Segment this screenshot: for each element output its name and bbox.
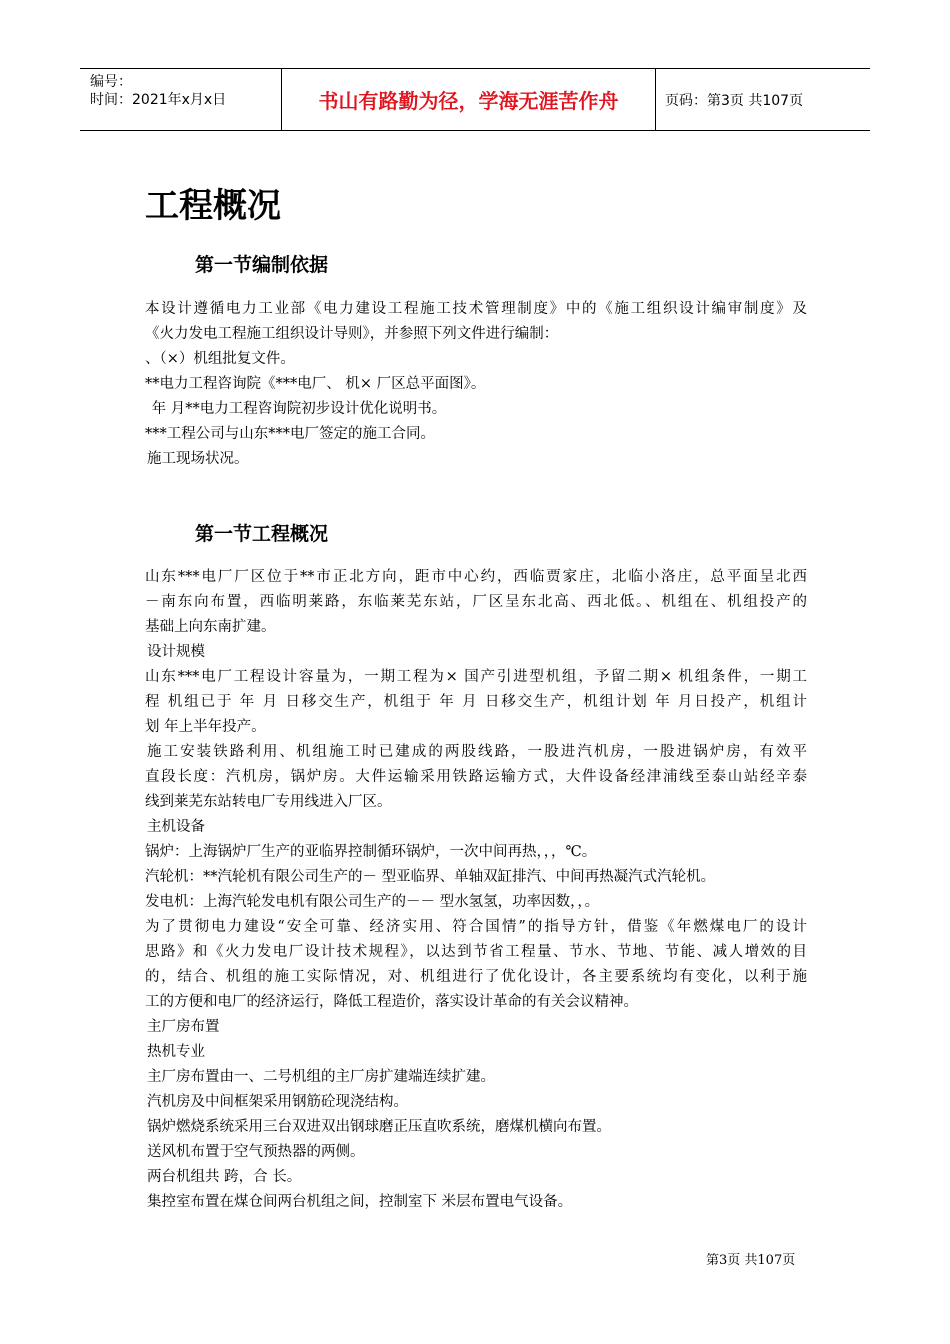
paragraph-line: 划 年上半年投产。 bbox=[145, 719, 266, 735]
paragraph-line: 为了贯彻电力建设“安全可靠、经济实用、符合国情”的指导方针，借鉴《年燃煤电厂的设计 bbox=[145, 919, 807, 935]
header-table bbox=[80, 68, 870, 131]
list-item: 汽机房及中间框架采用钢筋砼现浇结构。 bbox=[147, 1094, 408, 1110]
section2-heading: 第一节工程概况 bbox=[195, 523, 329, 545]
list-item: 锅炉燃烧系统采用三台双进双出钢球磨正压直吹系统，磨煤机横向布置。 bbox=[147, 1119, 611, 1135]
document-date-label: 时间：2021年x月x日 bbox=[90, 92, 227, 108]
paragraph-line: 《火力发电工程施工组织设计导则》，并参照下列文件进行编制： bbox=[145, 326, 559, 342]
paragraph-line: 山东***电厂工程设计容量为，一期工程为× 国产引进型机组，予留二期× 机组条件，一期工 bbox=[145, 669, 807, 685]
section1-body bbox=[145, 297, 807, 472]
subheading-main-equipment: 主机设备 bbox=[147, 819, 205, 835]
list-item: 施工现场状况。 bbox=[147, 451, 249, 467]
header-motto: 书山有路勤为径，学海无涯苦作舟 bbox=[318, 89, 619, 113]
list-item: 、（×）机组批复文件。 bbox=[145, 351, 295, 367]
paragraph-line: 工的方便和电厂的经济运行，降低工程造价，落实设计革命的有关会议精神。 bbox=[145, 994, 638, 1010]
header-meta-cell bbox=[80, 69, 281, 130]
section1-heading: 第一节编制依据 bbox=[195, 254, 329, 276]
list-item: 两台机组共 跨，合 长。 bbox=[147, 1169, 302, 1185]
header-motto-cell bbox=[281, 69, 656, 130]
paragraph-line: 的，结合、机组的施工实际情况，对、机组进行了优化设计，各主要系统均有变化，以利于施 bbox=[145, 969, 807, 985]
subheading-thermal: 热机专业 bbox=[147, 1044, 205, 1060]
document-number-label: 编号： bbox=[90, 74, 132, 90]
list-item: 送风机布置于空气预热器的两侧。 bbox=[147, 1144, 365, 1160]
paragraph-line: 直段长度：汽机房，锅炉房。大件运输采用铁路运输方式，大件设备经津浦线至泰山站经辛泰 bbox=[145, 769, 807, 785]
paragraph-line: 发电机：上海汽轮发电机有限公司生产的－－ 型水氢氢，功率因数，，。 bbox=[145, 894, 600, 910]
page-footer: 第3页 共107页 bbox=[706, 1253, 796, 1268]
section2-body bbox=[145, 565, 807, 1215]
paragraph-line: 汽轮机：**汽轮机有限公司生产的－ 型亚临界、单轴双缸排汽、中间再热凝汽式汽轮机。 bbox=[145, 869, 716, 885]
paragraph-line: 施工安装铁路利用、机组施工时已建成的两股线路，一股进汽机房，一股进锅炉房，有效平 bbox=[147, 744, 807, 760]
paragraph-line: 思路》和《火力发电厂设计技术规程》，以达到节省工程量、节水、节地、节能、减人增效的目 bbox=[145, 944, 807, 960]
paragraph-line: 基础上向东南扩建。 bbox=[145, 619, 276, 635]
header-page-info: 页码：第3页 共107页 bbox=[665, 92, 804, 109]
subheading-main-building: 主厂房布置 bbox=[147, 1019, 220, 1035]
paragraph-line: 程 机组已于 年 月 日移交生产，机组于 年 月 日移交生产，机组计划 年 月日投产，机组计 bbox=[145, 694, 807, 710]
document-title: 工程概况 bbox=[145, 186, 281, 226]
paragraph-line: －南东向布置，西临明莱路，东临莱芜东站，厂区呈东北高、西北低。、机组在、机组投产的 bbox=[145, 594, 807, 610]
paragraph-line: 山东***电厂厂区位于**市正北方向，距市中心约，西临贾家庄，北临小洛庄，总平面呈北西 bbox=[145, 569, 807, 585]
list-item: 年 月**电力工程咨询院初步设计优化说明书。 bbox=[147, 401, 447, 417]
paragraph-line: 锅炉：上海锅炉厂生产的亚临界控制循环锅炉，一次中间再热，，，℃。 bbox=[145, 844, 597, 860]
list-item: ***工程公司与山东***电厂签定的施工合同。 bbox=[145, 426, 435, 442]
paragraph-line: 线到莱芜东站转电厂专用线进入厂区。 bbox=[145, 794, 392, 810]
subheading-design-scale: 设计规模 bbox=[147, 644, 205, 660]
paragraph-line: 本设计遵循电力工业部《电力建设工程施工技术管理制度》中的《施工组织设计编审制度》及 bbox=[145, 301, 807, 317]
list-item: 主厂房布置由一、二号机组的主厂房扩建端连续扩建。 bbox=[147, 1069, 495, 1085]
list-item: **电力工程咨询院《***电厂、 机× 厂区总平面图》。 bbox=[145, 376, 486, 392]
list-item: 集控室布置在煤仓间两台机组之间，控制室下 米层布置电气设备。 bbox=[147, 1194, 573, 1210]
